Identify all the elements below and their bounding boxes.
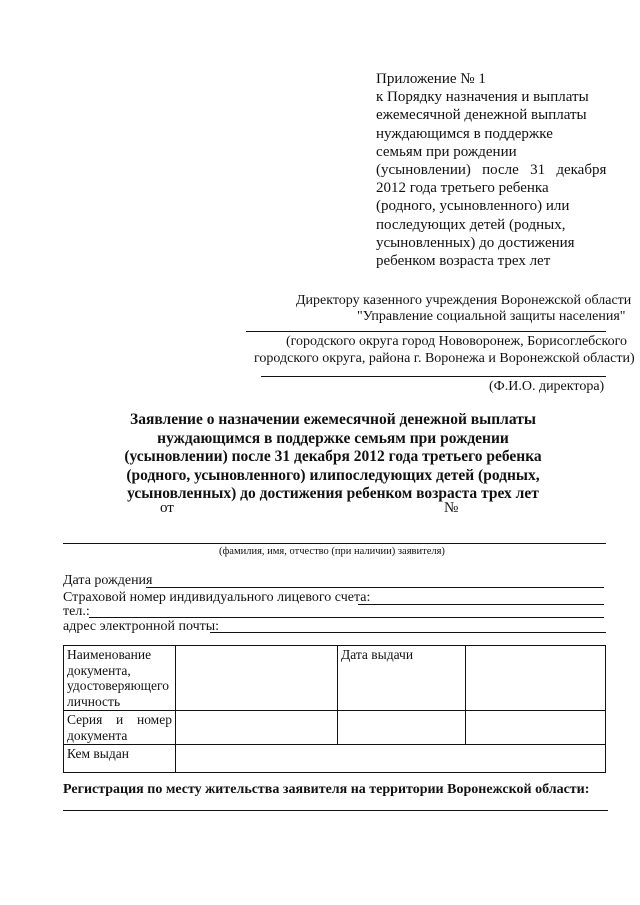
email-label: адрес электронной почты: [63,619,220,634]
title-line: усыновленных) до достижения ребенком возраста трех лет [127,485,539,503]
director-name-line [261,376,606,377]
applicant-name-field[interactable] [63,543,606,544]
addressee-line-2: "Управление социальной защиты населения" [357,309,626,324]
issued-by-value[interactable] [176,745,606,773]
birth-date-label: Дата рождения [63,573,153,588]
appendix-line: усыновленных) до достижения [376,234,575,251]
doc-name-label: Наименование документа, удостоверяющего личность [64,646,176,711]
insurance-number-field[interactable] [358,604,604,605]
title-line: нуждающимся в поддержке семьям при рождении [157,429,509,447]
issue-date-value[interactable] [466,646,606,711]
title-line: (родного, усыновленного) илипоследующих детей (родных, [126,466,540,484]
appendix-line: нуждающимся в поддержке [376,125,553,142]
doc-name-value[interactable] [176,646,338,711]
appendix-line: 2012 года третьего ребенка [376,180,549,197]
phone-label: тел.: [63,604,90,619]
series-word: номер [136,712,172,727]
issued-by-label: Кем выдан [64,745,176,773]
series-word: и [116,712,124,727]
applicant-caption: (фамилия, имя, отчество (при наличии) заявителя) [219,546,445,557]
series-extra-cell-2[interactable] [466,711,606,745]
phone-field[interactable] [89,617,604,618]
application-title [110,411,556,504]
table-row [64,711,606,745]
birth-date-field[interactable] [146,587,604,588]
appendix-line: семьям при рождении [376,143,517,160]
series-word: Серия [67,712,103,727]
table-row [64,646,606,711]
appendix-line: (родного, усыновленного) или [376,198,570,215]
director-caption: (Ф.И.О. директора) [489,379,605,394]
appendix-line: ребенком возраста трех лет [376,253,551,270]
appendix-line: Приложение № 1 [376,71,486,87]
from-label: от [160,500,174,516]
series-number-value[interactable] [176,711,338,745]
identity-document-table [63,645,606,773]
number-label: № [444,500,459,516]
appendix-line: к Порядку назначения и выплаты [376,89,589,106]
appendix-block [376,70,608,270]
registration-label: Регистрация по месту жительства заявителя на территории Воронежской области: [63,782,590,797]
director-org-line [246,331,606,332]
series-number-label [64,711,176,745]
appendix-line: ежемесячной денежной выплаты [376,107,587,124]
table-row [64,745,606,773]
appendix-line: (усыновлении) после 31 декабря [376,162,607,179]
addressee-line-4: городского округа, района г. Воронежа и Воронежской области) [254,351,635,366]
appendix-line: последующих детей (родных, [376,216,566,233]
series-word: документа [67,727,128,743]
email-field[interactable] [210,632,606,633]
addressee-line-3: (городского округа город Нововоронеж, Борисоглебского [286,334,627,349]
title-line: Заявление о назначении ежемесячной денежной выплаты [130,411,536,428]
series-extra-cell[interactable] [338,711,466,745]
title-line: (усыновлении) после 31 декабря 2012 года третьего ребенка [124,448,542,466]
issue-date-label: Дата выдачи [338,646,466,711]
insurance-number-label: Страховой номер индивидуального лицевого счета: [63,590,371,605]
registration-field[interactable] [63,810,608,811]
addressee-line-1: Директору казенного учреждения Воронежской области [296,293,632,308]
